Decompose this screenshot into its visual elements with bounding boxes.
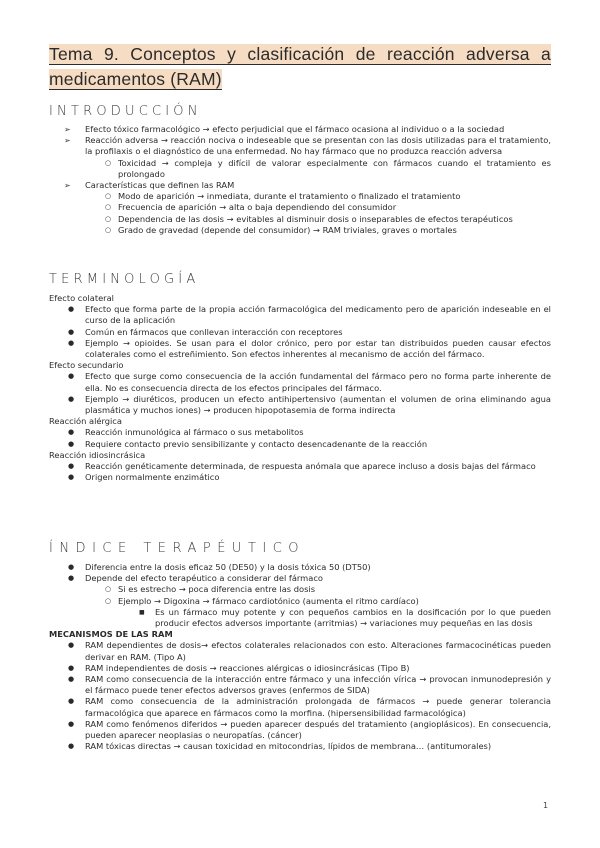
dot-bullet-icon: ● xyxy=(68,719,75,728)
list-item: ● Requiere contacto previo sensibilizante y contacto desencadenante de la reacción xyxy=(68,438,428,449)
list-item: ● Común en fármacos que conllevan interacción con receptores xyxy=(68,326,343,337)
dot-bullet-icon: ● xyxy=(68,305,75,314)
circle-bullet-icon: ○ xyxy=(105,585,112,594)
list-item: ● Diferencia entre la dosis eficaz 50 (DE50) y la dosis tóxica 50 (DT50) xyxy=(68,562,371,572)
list-item: ● Reacción inmunológica al fármaco o sus metabolitos xyxy=(68,427,304,438)
dot-bullet-icon: ● xyxy=(68,563,75,571)
intro-section xyxy=(49,124,551,236)
list-item: ○ Ejemplo → Digoxina → fármaco cardiotónico (aumenta el ritmo cardíaco) xyxy=(105,595,419,606)
list-item: ● Ejemplo → opioides. Se usan para el dolor crónico, pero por estar tan distribuidos pueden causar efectos colaterales como el estreñimiento. Son efectos inherentes al mecanismo de acción del fármaco. xyxy=(68,337,551,360)
dot-bullet-icon: ● xyxy=(68,473,75,482)
list-item: ● Reacción genéticamente determinada, de respuesta anómala que aparece incluso a dosis bajas del fármaco xyxy=(68,461,536,472)
label-efecto-colateral: Efecto colateral xyxy=(49,293,114,303)
circle-bullet-icon: ○ xyxy=(105,158,112,167)
title-block xyxy=(49,42,551,92)
dot-bullet-icon: ● xyxy=(68,338,75,347)
list-item: ● Efecto que surge como consecuencia de la acción fundamental del fármaco pero no forma parte inherente de ella. No es consecuencia directa de los efectos principales del fármaco. xyxy=(68,371,551,393)
list-item: ➢ Características que definen las RAM xyxy=(64,180,235,191)
dot-bullet-icon: ● xyxy=(68,327,75,336)
arrow-bullet-icon: ➢ xyxy=(64,136,71,146)
page-number: 1 xyxy=(543,801,549,810)
dot-bullet-icon: ● xyxy=(68,663,75,672)
indice-section xyxy=(49,562,551,752)
dot-bullet-icon: ● xyxy=(68,675,75,684)
heading-terminologia: TERMINOLOGÍA xyxy=(49,272,200,287)
list-item: ● Origen normalmente enzimático xyxy=(68,472,220,483)
label-reaccion-idiosincrasica: Reacción idiosincrásica xyxy=(49,449,146,460)
page-title: Tema 9. Conceptos y clasificación de reacción adversa a medicamentos (RAM) xyxy=(49,44,551,89)
heading-introduccion: INTRODUCCIÓN xyxy=(49,104,202,119)
list-item: ○ Dependencia de las dosis → evitables al disminuir dosis o inseparables de efectos terapéuticos xyxy=(105,213,513,224)
list-item: ● RAM como consecuencia de la administración prolongada de fármacos → puede generar tolerancia farmacológica que aparece en fármacos como la morfina. (hipersensibilidad farmacológica) xyxy=(68,696,551,718)
list-item: ○ Toxicidad → compleja y difícil de valorar especialmente con fármacos cuando el tratamiento es prolongado xyxy=(105,157,551,179)
circle-bullet-icon: ○ xyxy=(105,225,112,234)
list-item: ● RAM dependientes de dosis→ efectos colaterales relacionados con esto. Alteraciones farmacocinéticas pueden derivar en RAM. (Tipo A) xyxy=(68,640,551,662)
arrow-bullet-icon: ➢ xyxy=(64,125,71,134)
list-item: ○ Si es estrecho → poca diferencia entre las dosis xyxy=(105,584,316,595)
list-item: ○ Grado de gravedad (depende del consumidor) → RAM triviales, graves o mortales xyxy=(105,224,457,235)
dot-bullet-icon: ● xyxy=(68,394,75,403)
circle-bullet-icon: ○ xyxy=(105,203,112,212)
dot-bullet-icon: ● xyxy=(68,742,75,751)
list-item: ● Ejemplo → diuréticos, producen un efecto antihipertensivo (aumentan el volumen de orina eliminando agua plasmática y muchos iones) → producen hipopotasemia de forma indirecta xyxy=(68,393,551,416)
list-item: ➢ Efecto tóxico farmacológico → efecto perjudicial que el fármaco ocasiona al individuo o a la sociedad xyxy=(64,124,505,134)
dot-bullet-icon: ● xyxy=(68,462,75,471)
list-item: ○ Modo de aparición → inmediata, durante el tratamiento o finalizado el tratamiento xyxy=(105,191,461,202)
list-item: ● RAM como fenómenos diferidos → pueden aparecer después del tratamiento (angioplásicos). En consecuencia, pueden aparecer neoplasias o neuropatías. (cáncer) xyxy=(68,718,551,741)
list-item: ● RAM independientes de dosis → reacciones alérgicas o idiosincrásicas (Tipo B) xyxy=(68,662,410,673)
list-item: ○ Frecuencia de aparición → alta o baja dependiendo del consumidor xyxy=(105,202,397,213)
circle-bullet-icon: ○ xyxy=(105,596,112,605)
square-bullet-icon: ■ xyxy=(139,608,145,616)
arrow-bullet-icon: ➢ xyxy=(64,181,71,191)
label-mecanismos: MECANISMOS DE LAS RAM xyxy=(49,629,173,640)
terminologia-section xyxy=(49,293,551,483)
list-item: ➢ Reacción adversa → reacción nociva o indeseable que se presentan con las dosis utilizadas para el tratamiento, la profilaxis o el diagnóstico de una enfermedad. No hay fármaco que no produzca reacción adversa xyxy=(64,135,551,157)
dot-bullet-icon: ● xyxy=(68,428,75,437)
list-item: ● RAM como consecuencia de la interacción entre fármaco y una infección vírica → provocan inmunodepresión y el fármaco puede tener efectos adversos graves (enfermos de SIDA) xyxy=(68,674,551,696)
dot-bullet-icon: ● xyxy=(68,439,75,448)
dot-bullet-icon: ● xyxy=(68,574,75,583)
dot-bullet-icon: ● xyxy=(68,372,75,381)
list-item: ● Efecto que forma parte de la propia acción farmacológica del medicamento pero de aparición indeseable en el curso de la aplicación xyxy=(68,304,551,326)
list-item: ● RAM tóxicas directas → causan toxicidad en mitocondrias, lípidos de membrana… (antitumorales) xyxy=(68,741,492,752)
label-efecto-secundario: Efecto secundario xyxy=(49,360,124,371)
circle-bullet-icon: ○ xyxy=(105,214,112,223)
dot-bullet-icon: ● xyxy=(68,641,75,650)
heading-indice-terapeutico: ÍNDICE TERAPÉUTICO xyxy=(49,541,306,556)
list-item: ● Depende del efecto terapéutico a considerar del fármaco xyxy=(68,573,323,584)
dot-bullet-icon: ● xyxy=(68,697,75,706)
circle-bullet-icon: ○ xyxy=(105,192,112,201)
list-item: ■ Es un fármaco muy potente y con pequeños cambios en la dosificación por lo que pueden producir efectos adversos importante (arritmias) → variaciones muy pequeñas en las dosis xyxy=(139,606,551,629)
label-reaccion-alergica: Reacción alérgica xyxy=(49,416,122,427)
